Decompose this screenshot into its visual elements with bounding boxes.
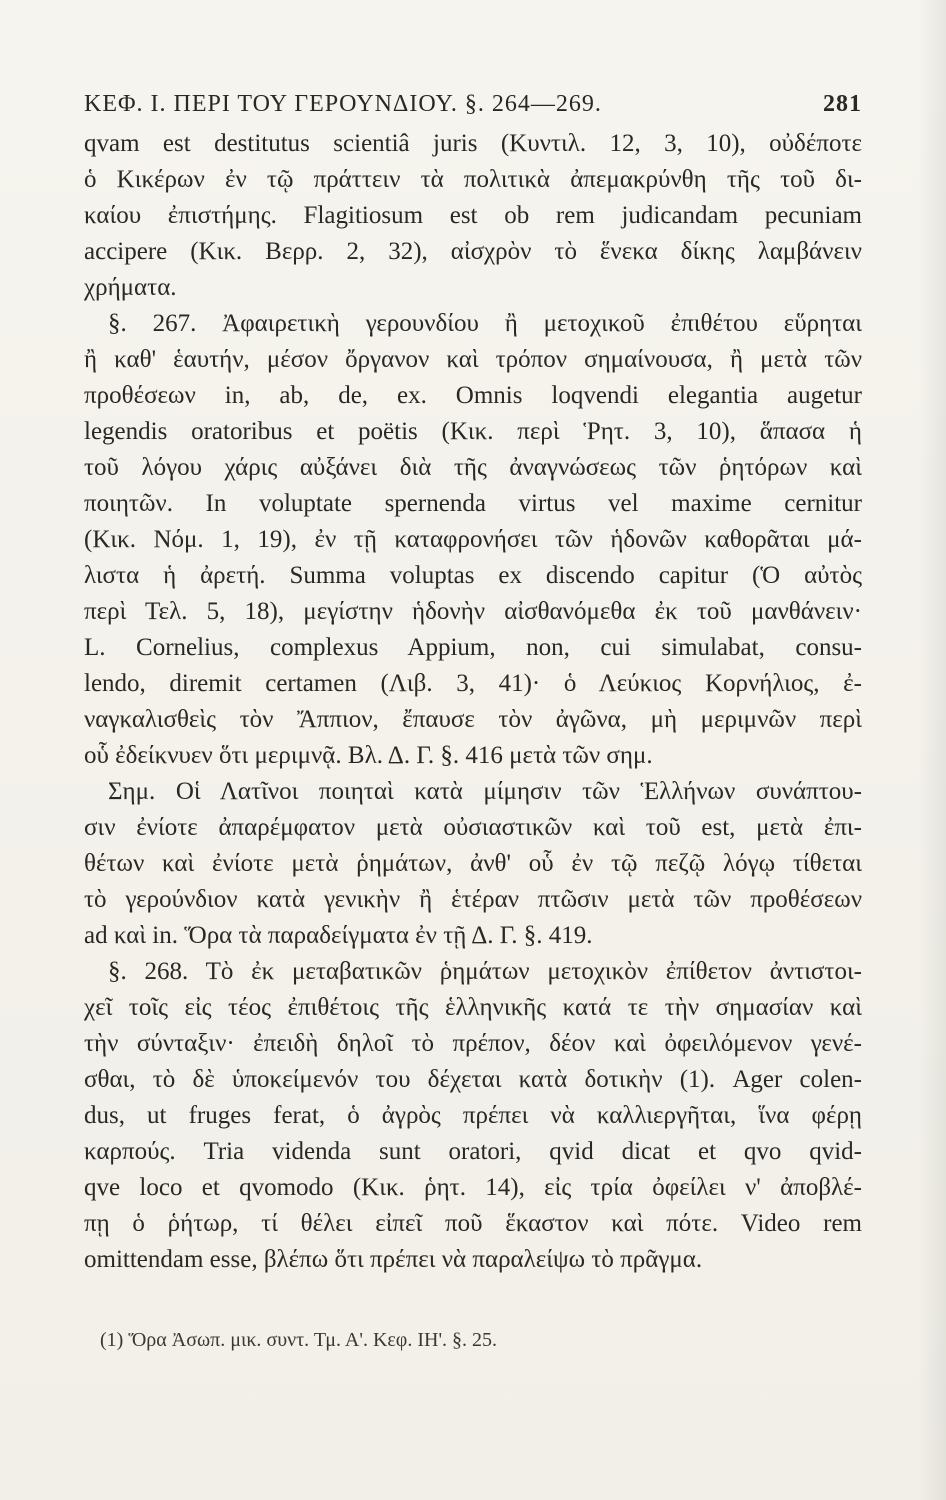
section-268-start: §. 268. Τὸ ἐκ μεταβατικῶν ῥημάτων μετοχικὸν ἐπίθετον ἀντιστοι- (108, 958, 862, 985)
text-line: ὁ Κικέρων ἐν τῷ πράττειν τὰ πολιτικὰ ἀπεμακρύνθη τῆς τοῦ δι- (84, 166, 862, 193)
text-line: τοῦ λόγου χάρις αὐξάνει διὰ τῆς ἀναγνώσεως τῶν ῥητόρων καὶ (84, 454, 862, 481)
text-line: θέτων καὶ ἐνίοτε μετὰ ῥημάτων, ἀνθ' οὗ ἐν τῷ πεζῷ λόγῳ τίθεται (84, 850, 862, 877)
text-line: ναγκαλισθεὶς τὸν Ἄππιον, ἔπαυσε τὸν ἀγῶνα, μὴ μεριμνῶν περὶ (84, 706, 862, 733)
text-line: accipere (Κικ. Βερρ. 2, 32), αἰσχρὸν τὸ ἕνεκα δίκης λαμβάνειν (84, 238, 862, 265)
text-line: οὗ ἐδείκνυεν ὅτι μεριμνᾷ. Βλ. Δ. Γ. §. 416 μετὰ τῶν σημ. (84, 742, 653, 769)
text-line: χεῖ τοῖς εἰς τέος ἐπιθέτοις τῆς ἑλληνικῆς κατά τε τὴν σημασίαν καὶ (84, 994, 862, 1021)
page-text-block (84, 82, 862, 1278)
section-267-start: §. 267. Ἀφαιρετικὴ γερουνδίου ἢ μετοχικοῦ ἐπιθέτου εὕρηται (108, 310, 862, 337)
text-line: ποιητῶν. In voluptate spernenda virtus vel maxime cernitur (84, 490, 862, 517)
text-line: omittendam esse, βλέπω ὅτι πρέπει νὰ παραλείψω τὸ πρᾶγμα. (84, 1246, 703, 1273)
text-line: L. Cornelius, complexus Appium, non, cui simulabat, consu- (84, 634, 862, 661)
text-line: λιστα ἡ ἀρετή. Summa voluptas ex discendo capitur (Ὁ αὐτὸς (84, 562, 862, 589)
page-edge-shadow (918, 0, 946, 1500)
text-line: τὴν σύνταξιν· ἐπειδὴ δηλοῖ τὸ πρέπον, δέον καὶ ὀφειλόμενον γενέ- (84, 1030, 862, 1057)
text-line: τὸ γερούνδιον κατὰ γενικὴν ἢ ἑτέραν πτῶσιν μετὰ τῶν προθέσεων (84, 886, 862, 913)
text-line: qvam est destitutus scientiâ juris (Κυντιλ. 12, 3, 10), οὐδέποτε (84, 130, 862, 157)
text-line: προθέσεων in, ab, de, ex. Omnis loqvendi elegantia augetur (84, 382, 862, 409)
running-head-title: ΚΕΦ. Ι. ΠΕΡΙ ΤΟΥ ΓΕΡΟΥΝΔΙΟΥ. §. 264—269. (84, 91, 602, 117)
text-line: χρήματα. (84, 274, 177, 301)
text-line: legendis oratoribus et poëtis (Κικ. περὶ Ῥητ. 3, 10), ἅπασα ἡ (84, 418, 862, 445)
text-line: καίου ἐπιστήμης. Flagitiosum est ob rem judicandam pecuniam (84, 202, 862, 229)
note-start: Σημ. Οἱ Λατῖνοι ποιηταὶ κατὰ μίμησιν τῶν Ἑλλήνων συνάπτου- (108, 778, 862, 805)
page-number: 281 (823, 91, 862, 117)
text-line: περὶ Τελ. 5, 18), μεγίστην ἡδονὴν αἰσθανόμεθα ἐκ τοῦ μανθάνειν· (84, 598, 862, 625)
text-line: dus, ut fruges ferat, ὁ ἀγρὸς πρέπει νὰ καλλιεργῆται, ἵνα φέρῃ (84, 1102, 862, 1129)
text-line: πῃ ὁ ῥήτωρ, τί θέλει εἰπεῖ ποῦ ἕκαστον καὶ πότε. Video rem (84, 1210, 862, 1237)
running-header (84, 82, 862, 126)
text-line: σθαι, τὸ δὲ ὑποκείμενόν του δέχεται κατὰ δοτικὴν (1). Ager colen- (84, 1066, 862, 1093)
text-line: (Κικ. Νόμ. 1, 19), ἐν τῇ καταφρονήσει τῶν ἡδονῶν καθορᾶται μά- (84, 526, 862, 553)
text-line: καρπούς. Tria videnda sunt oratori, qvid dicat et qvo qvid- (84, 1138, 862, 1165)
text-line: ἢ καθ' ἑαυτήν, μέσον ὄργανον καὶ τρόπον σημαίνουσα, ἢ μετὰ τῶν (84, 346, 862, 373)
text-line: lendo, diremit certamen (Λιβ. 3, 41)· ὁ Λεύκιος Κορνήλιος, ἐ- (84, 670, 862, 697)
footnote: (1) Ὅρα Ἀσωπ. μικ. συντ. Τμ. Α'. Κεφ. ΙΗ'. §. 25. (100, 1329, 498, 1351)
text-line: qve loco et qvomodo (Κικ. ῥητ. 14), εἰς τρία ὀφείλει ν' ἀποβλέ- (84, 1174, 862, 1201)
text-line: σιν ἐνίοτε ἀπαρέμφατον μετὰ οὐσιαστικῶν καὶ τοῦ est, μετὰ ἐπι- (84, 814, 862, 841)
text-line: ad καὶ in. Ὅρα τὰ παραδείγματα ἐν τῇ Δ. Γ. §. 419. (84, 922, 593, 949)
